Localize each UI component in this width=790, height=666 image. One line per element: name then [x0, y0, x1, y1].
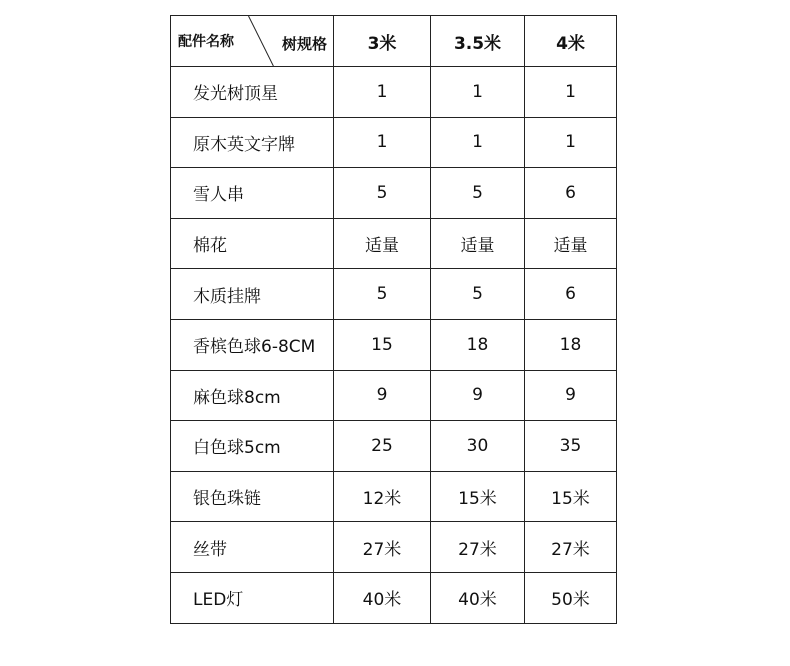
table-row [171, 269, 617, 320]
accessory-name-cell: 香槟色球6-8CM [171, 319, 334, 370]
quantity-cell: 35 [525, 421, 617, 472]
quantity-cell: 1 [525, 67, 617, 118]
corner-header-cell [171, 16, 334, 67]
quantity-cell: 适量 [525, 218, 617, 269]
table-row [171, 421, 617, 472]
quantity-cell: 27米 [431, 522, 525, 573]
table-row [171, 370, 617, 421]
accessory-name-cell: LED灯 [171, 572, 334, 623]
quantity-cell: 9 [431, 370, 525, 421]
accessory-name-cell: 原木英文字牌 [171, 117, 334, 168]
quantity-cell: 40米 [334, 572, 431, 623]
quantity-cell: 6 [525, 168, 617, 219]
corner-label-size: 树规格 [281, 35, 327, 53]
quantity-cell: 1 [525, 117, 617, 168]
accessory-name-cell: 白色球5cm [171, 421, 334, 472]
table-row [171, 218, 617, 269]
quantity-cell: 18 [525, 319, 617, 370]
accessory-name-cell: 木质挂牌 [171, 269, 334, 320]
quantity-cell: 27米 [525, 522, 617, 573]
table-row [171, 319, 617, 370]
header-row [171, 16, 617, 67]
table-row [171, 471, 617, 522]
table-row [171, 168, 617, 219]
quantity-cell: 适量 [334, 218, 431, 269]
quantity-cell: 1 [431, 67, 525, 118]
quantity-cell: 12米 [334, 471, 431, 522]
accessory-name-cell: 丝带 [171, 522, 334, 573]
quantity-cell: 9 [334, 370, 431, 421]
corner-label-accessory: 配件名称 [178, 34, 234, 50]
quantity-cell: 9 [525, 370, 617, 421]
quantity-cell: 50米 [525, 572, 617, 623]
quantity-cell: 25 [334, 421, 431, 472]
quantity-cell: 1 [431, 117, 525, 168]
size-header-4m: 4米 [525, 16, 617, 67]
quantity-cell: 1 [334, 117, 431, 168]
accessory-spec-table [170, 15, 617, 624]
quantity-cell: 适量 [431, 218, 525, 269]
quantity-cell: 27米 [334, 522, 431, 573]
accessory-name-cell: 棉花 [171, 218, 334, 269]
table-row [171, 67, 617, 118]
accessory-name-cell: 雪人串 [171, 168, 334, 219]
table-row [171, 117, 617, 168]
quantity-cell: 5 [431, 269, 525, 320]
quantity-cell: 18 [431, 319, 525, 370]
size-header-3m: 3米 [334, 16, 431, 67]
quantity-cell: 1 [334, 67, 431, 118]
quantity-cell: 15米 [525, 471, 617, 522]
quantity-cell: 15 [334, 319, 431, 370]
table-row [171, 522, 617, 573]
accessory-name-cell: 麻色球8cm [171, 370, 334, 421]
quantity-cell: 5 [431, 168, 525, 219]
accessory-name-cell: 银色珠链 [171, 471, 334, 522]
quantity-cell: 6 [525, 269, 617, 320]
size-header-3-5m: 3.5米 [431, 16, 525, 67]
accessory-name-cell: 发光树顶星 [171, 67, 334, 118]
quantity-cell: 40米 [431, 572, 525, 623]
quantity-cell: 30 [431, 421, 525, 472]
quantity-cell: 15米 [431, 471, 525, 522]
table-row [171, 572, 617, 623]
quantity-cell: 5 [334, 168, 431, 219]
quantity-cell: 5 [334, 269, 431, 320]
